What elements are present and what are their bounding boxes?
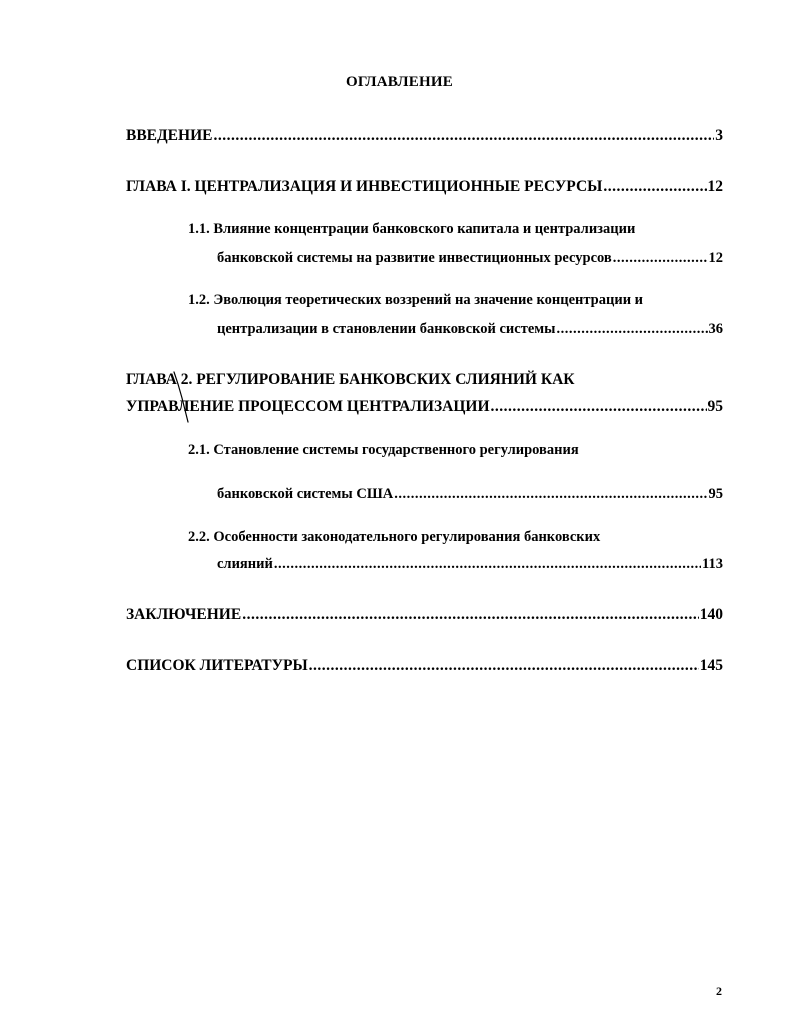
toc-entry-label: банковской системы США [217, 486, 394, 502]
toc-entry-page: 12 [707, 178, 723, 195]
pen-stroke-mark [172, 368, 192, 426]
toc-entry-page: 36 [708, 321, 723, 337]
dot-leader [491, 397, 707, 417]
dot-leader [613, 248, 708, 268]
toc-entry-label: УПРАВЛЕНИЕ ПРОЦЕССОМ ЦЕНТРАЛИЗАЦИИ [126, 398, 490, 415]
toc-entry-conclusion[interactable] [126, 605, 723, 625]
toc-entry-label: ВВЕДЕНИЕ [126, 127, 213, 144]
toc-entry-page: 113 [702, 556, 723, 572]
toc-section-2-2-line1: 2.2. Особенности законодательного регулирования банковских [188, 529, 601, 545]
toc-entry-chapter-1[interactable] [126, 177, 723, 197]
toc-entry-label: ЗАКЛЮЧЕНИЕ [126, 606, 242, 623]
dot-leader [242, 605, 699, 625]
page-number: 2 [716, 984, 722, 998]
toc-entry-section-1-2[interactable] [217, 319, 723, 339]
toc-entry-label: банковской системы на развитие инвестиционных ресурсов [217, 250, 612, 266]
toc-title: ОГЛАВЛЕНИЕ [346, 74, 453, 90]
toc-entry-label: слияний [217, 556, 273, 572]
dot-leader [213, 126, 714, 146]
dot-leader [394, 484, 707, 504]
toc-entry-page: 3 [715, 127, 723, 144]
toc-entry-section-2-1[interactable] [217, 484, 723, 504]
toc-entry-page: 12 [708, 250, 723, 266]
toc-entry-page: 145 [699, 657, 723, 674]
toc-entry-page: 140 [699, 606, 723, 623]
toc-entry-label: ГЛАВА I. ЦЕНТРАЛИЗАЦИЯ И ИНВЕСТИЦИОННЫЕ РЕСУРСЫ [126, 178, 603, 195]
dot-leader [603, 177, 706, 197]
toc-entry-section-2-2[interactable] [217, 554, 723, 574]
toc-section-1-1-line1: 1.1. Влияние концентрации банковского капитала и централизации [188, 221, 636, 237]
toc-entry-page: 95 [708, 486, 723, 502]
toc-entry-chapter-2[interactable] [126, 397, 723, 417]
toc-chapter-2-line1: ГЛАВА 2. РЕГУЛИРОВАНИЕ БАНКОВСКИХ СЛИЯНИЙ КАК [126, 371, 575, 388]
toc-entry-references[interactable] [126, 656, 723, 676]
dot-leader [274, 554, 701, 574]
toc-entry-label: централизации в становлении банковской системы [217, 321, 556, 337]
toc-section-1-2-line1: 1.2. Эволюция теоретических воззрений на значение концентрации и [188, 292, 644, 308]
toc-entry-intro[interactable] [126, 126, 723, 146]
toc-entry-page: 95 [707, 398, 723, 415]
toc-entry-label: СПИСОК ЛИТЕРАТУРЫ [126, 657, 308, 674]
dot-leader [309, 656, 699, 676]
toc-section-2-1-line1: 2.1. Становление системы государственного регулирования [188, 442, 579, 458]
toc-entry-section-1-1[interactable] [217, 248, 723, 268]
dot-leader [556, 319, 707, 339]
